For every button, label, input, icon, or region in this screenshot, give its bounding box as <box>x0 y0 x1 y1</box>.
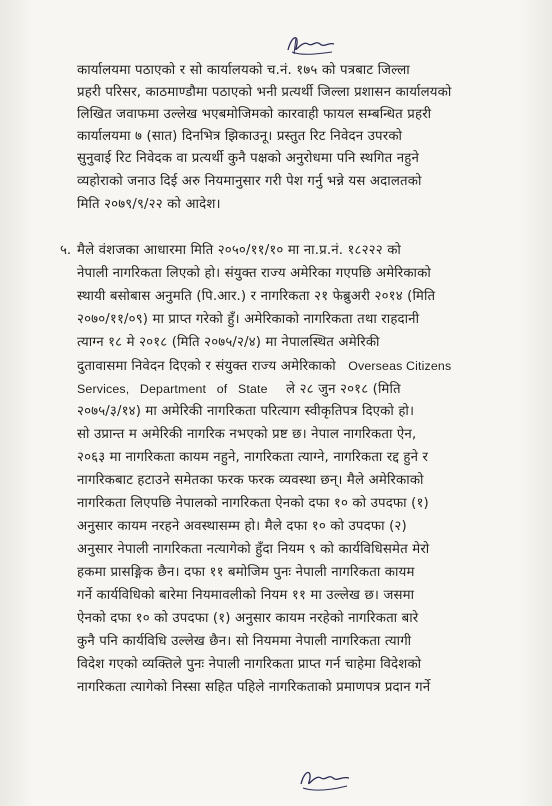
text-line-25: कुनै पनि कार्यविधि उल्लेख छैन। सो नियममा नेपाली नागरिकता त्यागी <box>77 634 412 649</box>
text-line-2: प्रहरी परिसर, काठमाण्डौमा पठाएको भनी प्रत्यर्थी जिल्ला प्रशासन कार्यालयको <box>77 85 452 100</box>
text-line-27: नागरिकता त्यागेको निस्सा सहित पहिले नागरिकताको प्रमाणपत्र प्रदान गर्ने <box>77 680 431 695</box>
text-line-22: हकमा प्रासङ्गिक छैन। दफा ११ बमोजिम पुनः नेपाली नागरिकता कायम <box>77 565 415 580</box>
text-line-15: २०७५/३/१४) मा अमेरिकी नागरिकता परित्याग स्वीकृतिपत्र दिएको हो। <box>77 404 415 419</box>
text-line-14-english: Services, Department of State <box>77 382 268 396</box>
text-line-12: त्याग्न १८ मे २०१८ (मिति २०७५/२/४) मा नेपालस्थित अमेरिकी <box>77 335 380 350</box>
text-line-18: नागरिकबाट हटाउने समेतका फरक फरक व्यवस्था छन्। मैले अमेरिकाको <box>77 473 424 488</box>
text-line-4: कार्यालयमा ७ (सात) दिनभित्र झिकाउनू। प्रस्तुत रिट निवेदन उपरको <box>77 129 403 144</box>
text-line-10: स्थायी बसोबास अनुमति (पि.आर.) र नागरिकता २१ फेब्रुअरी २०१४ (मिति <box>77 289 436 304</box>
text-line-14-devanagari: ले २८ जुन २०१८ (मिति <box>286 382 401 397</box>
text-line-17: २०६३ मा नागरिकता कायम नहुने, नागरिकता त्याग्ने, नागरिकता रद्द हुने र <box>77 450 429 465</box>
text-line-11: २०७०/११/०९) मा प्राप्त गरेको हुँ। अमेरिकाको नागरिकता तथा राहदानी <box>77 312 420 327</box>
text-line-9: नेपाली नागरिकता लिएको हो। संयुक्त राज्य अमेरिका गएपछि अमेरिकाको <box>77 266 431 281</box>
text-line-6: व्यहोराको जनाउ दिई अरु नियमानुसार गरी पेश गर्नु भन्ने यस अदालतको <box>77 174 422 189</box>
text-line-19: नागरिकता लिएपछि नेपालको नागरिकता ऐनको दफा १० को उपदफा (१) <box>77 496 429 511</box>
text-line-7: मिति २०७९/९/२२ को आदेश। <box>77 197 221 212</box>
text-line-5: सुनुवाई रिट निवेदक वा प्रत्यर्थी कुनै पक्षको अनुरोधमा पनि स्थगित नहुने <box>77 151 420 166</box>
text-line-16: सो उप्रान्त म अमेरिकी नागरिक नभएको प्रष्ट छ। नेपाल नागरिकता ऐन, <box>77 427 417 442</box>
text-line-14 <box>77 380 401 399</box>
text-line-13-devanagari: दुतावासमा निवेदन दिएको र संयुक्त राज्य अमेरिकाको <box>77 359 336 374</box>
signature-top <box>282 30 342 60</box>
text-line-8: मैले वंशजका आधारमा मिति २०५०/११/१० मा ना.प्र.नं. १८२२२ को <box>77 243 401 258</box>
text-line-26: विदेश गएको व्यक्तिले पुनः नेपाली नागरिकता प्राप्त गर्न चाहेमा विदेशको <box>77 657 422 672</box>
text-line-1: कार्यालयमा पठाएको र सो कार्यालयको च.नं. १७५ को पत्रबाट जिल्ला <box>77 63 410 78</box>
text-line-24: ऐनको दफा १० को उपदफा (१) अनुसार कायम नरहेको नागरिकता बारे <box>77 611 419 626</box>
text-line-21: अनुसार नेपाली नागरिकता नत्यागेको हुँदा नियम ९ को कार्यविधिसमेत मेरो <box>77 542 430 557</box>
text-line-13 <box>77 357 451 376</box>
text-line-20: अनुसार कायम नरहने अवस्थासम्म हो। मैले दफा १० को उपदफा (२) <box>77 519 407 534</box>
text-line-13-english: Overseas Citizens <box>348 359 452 373</box>
paragraph-number: ५. <box>60 243 72 258</box>
text-line-3: लिखित जवाफमा उल्लेख भएबमोजिमको कारवाही फायल सम्बन्धित प्रहरी <box>77 107 432 122</box>
text-line-23: गर्ने कार्यविधिको बारेमा नियमावलीको नियम ११ मा उल्लेख छ। जसमा <box>77 588 415 603</box>
signature-bottom <box>295 766 355 796</box>
